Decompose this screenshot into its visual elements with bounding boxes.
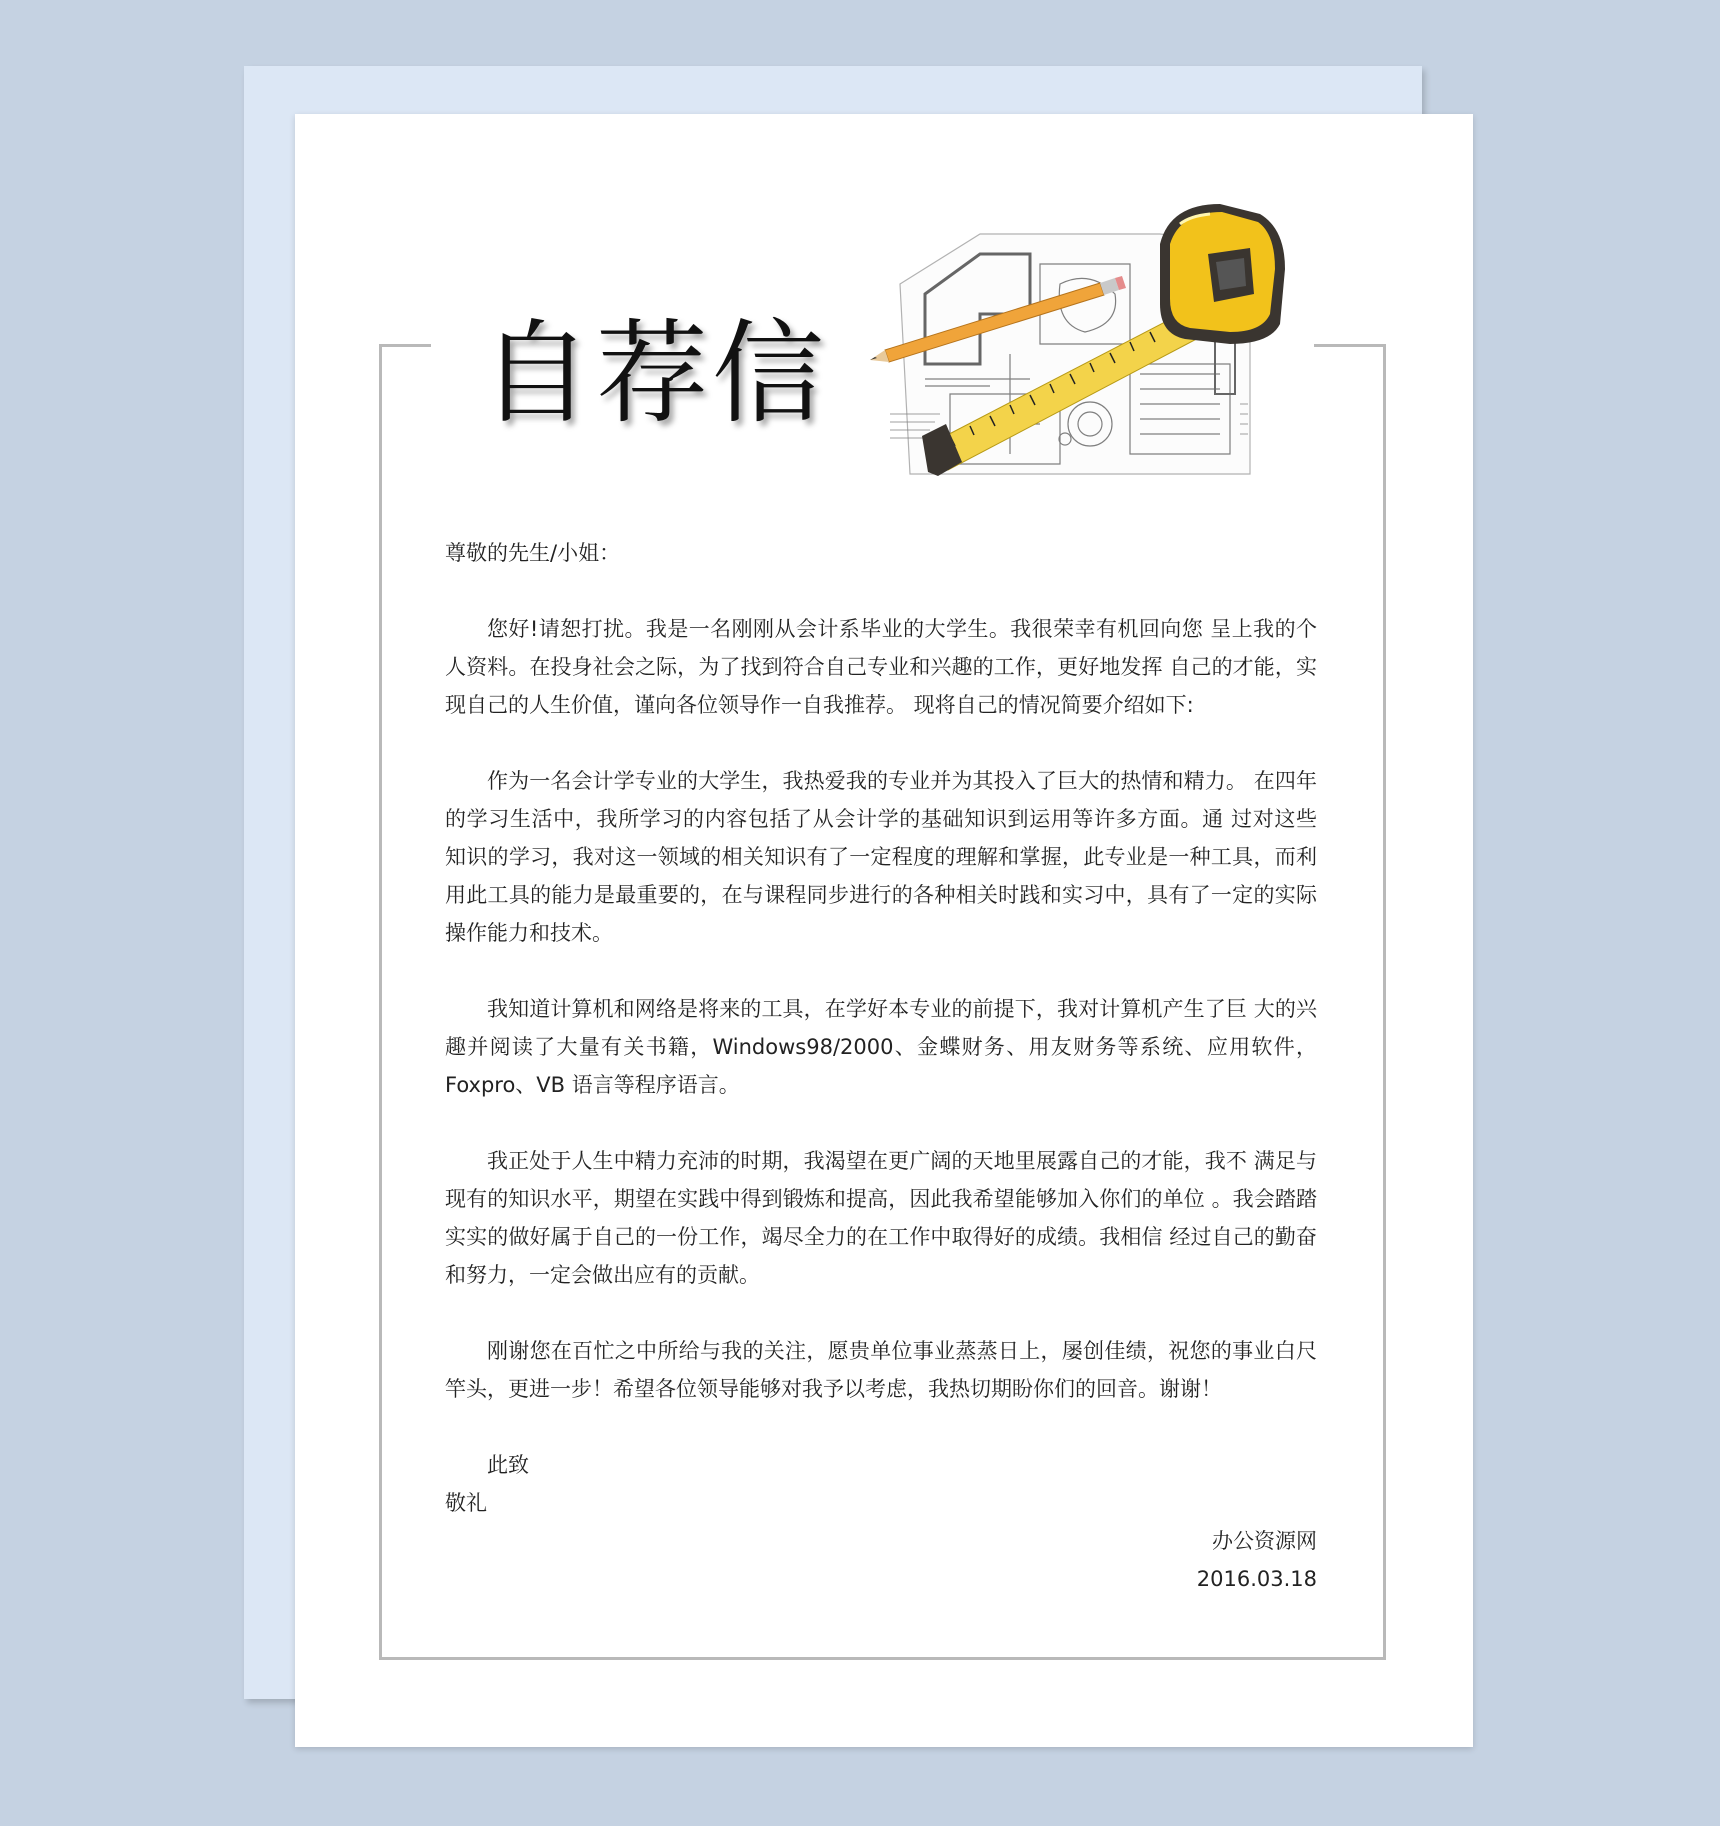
frame-right-line <box>1383 344 1386 1660</box>
letter-date: 2016.03.18 <box>1196 1567 1317 1591</box>
closing-line-1: 此致 <box>487 1453 529 1477</box>
paragraph-2: 作为一名会计学专业的大学生，我热爱我的专业并为其投入了巨大的热情和精力。 在四年的学习生活中，我所学习的内容包括了从会计学的基础知识到运用等许多方面。通 过对这些 知识的学习，我对这一领域的相关知识有了一定程度的理解和掌握，此专业是一种工具，而利用此工具的能力是最重要的，在与课程同步进行的各种相关时践和实习中，具有了一定的实际操作能力和技术。 <box>445 769 1317 945</box>
letter-body <box>445 534 1317 1598</box>
paragraph-1: 您好!请恕打扰。我是一名刚刚从会计系毕业的大学生。我很荣幸有机回向您 呈上我的个人资料。在投身社会之际，为了找到符合自己专业和兴趣的工作，更好地发挥 自己的才能，实现自己的人生价值，谨向各位领导作一自我推荐。 现将自己的情况简要介绍如下: <box>445 617 1317 717</box>
frame-top-right-line <box>1314 344 1386 347</box>
sender-name: 办公资源网 <box>1212 1529 1317 1553</box>
paragraph-4: 我正处于人生中精力充沛的时期，我渴望在更广阔的天地里展露自己的才能，我不 满足与现有的知识水平，期望在实践中得到锻炼和提高，因此我希望能够加入你们的单位 。我会踏踏实实的做好属于自己的一份工作，竭尽全力的在工作中取得好的成绩。我相信 经过自己的勤奋和努力，一定会做出应有的贡献。 <box>445 1149 1317 1287</box>
frame-left-line <box>379 344 382 1660</box>
frame-bottom-line <box>379 1657 1386 1660</box>
closing-line-2: 敬礼 <box>445 1491 487 1515</box>
page-title: 自荐信 <box>480 309 828 439</box>
paragraph-5: 刚谢您在百忙之中所给与我的关注，愿贵单位事业蒸蒸日上，屡创佳绩，祝您的事业白尺竿头，更进一步！希望各位领导能够对我予以考虑，我热切期盼你们的回音。谢谢！ <box>445 1339 1317 1401</box>
salutation: 尊敬的先生/小姐： <box>445 541 621 565</box>
header-illustration <box>830 174 1310 504</box>
letter-page <box>295 114 1473 1747</box>
frame-top-left-line <box>379 344 431 347</box>
paragraph-3: 我知道计算机和网络是将来的工具，在学好本专业的前提下，我对计算机产生了巨 大的兴趣并阅读了大量有关书籍，Windows98/2000、金蝶财务、用友财务等系统、应用软件，Foxpro、VB 语言等程序语言。 <box>445 997 1317 1097</box>
